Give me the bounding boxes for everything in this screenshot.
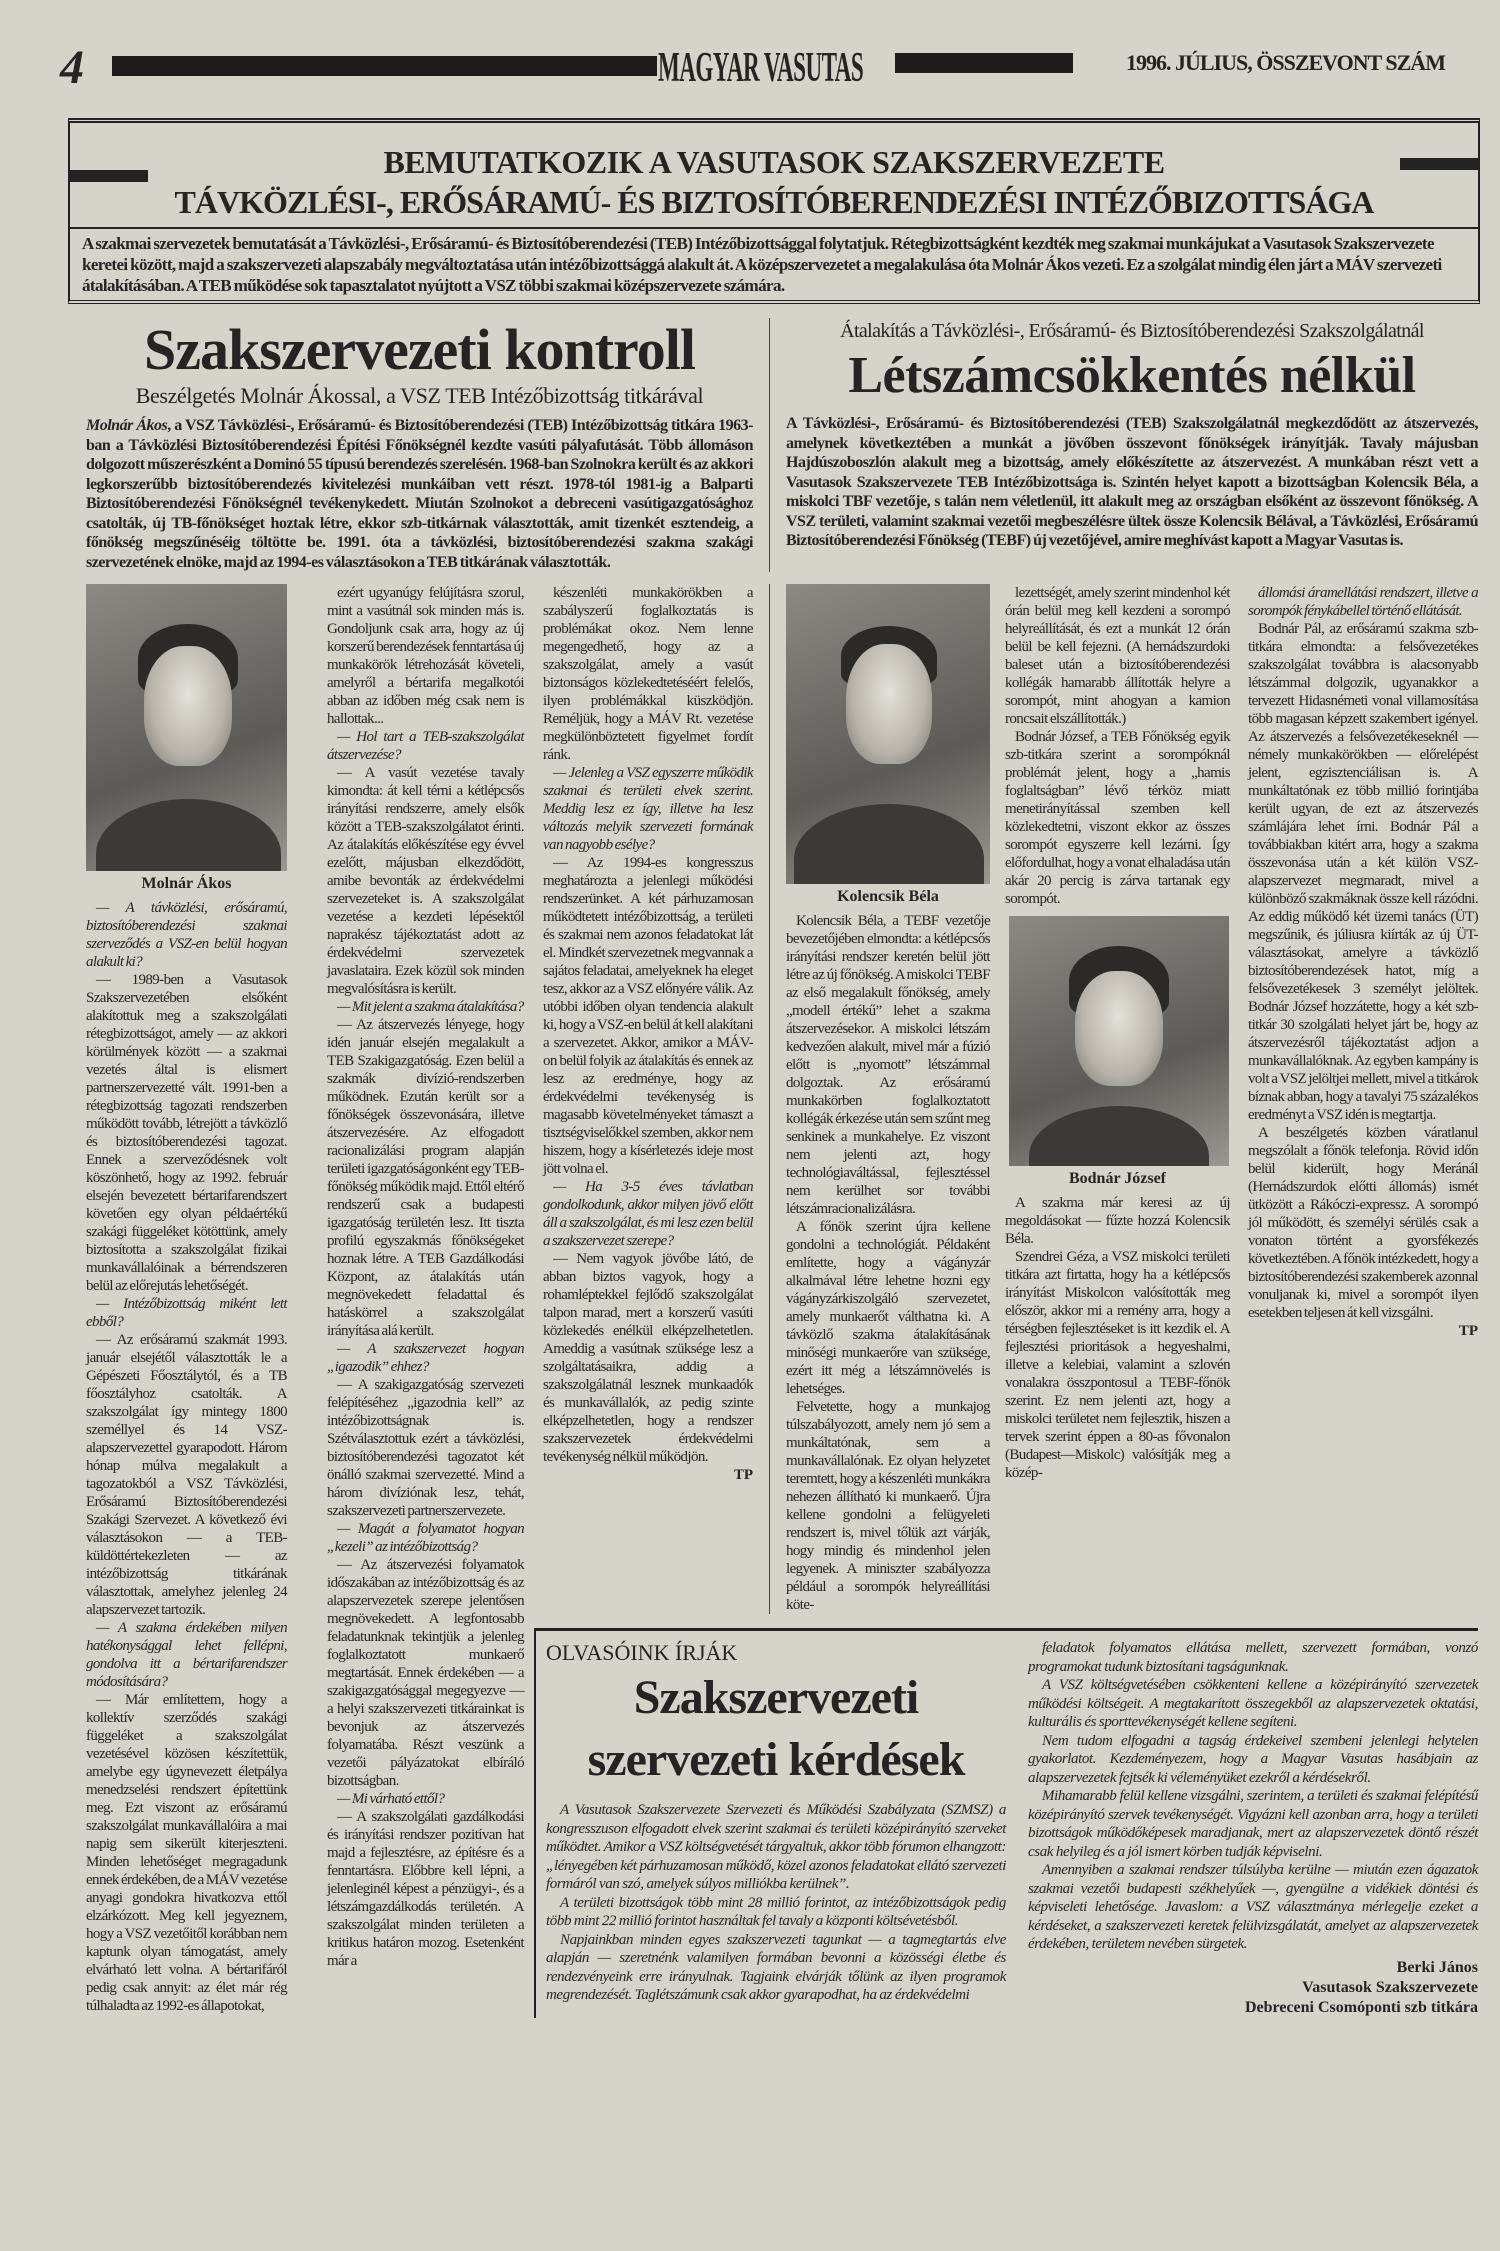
- signature-org: Vasutasok Szakszervezete: [1302, 1978, 1478, 1996]
- paragraph: — Jelenleg a VSZ egyszerre működik szakmai és területi elvek szerint. Meddig lesz ez így, illetve ha lesz változás melyik szervezeti formának van nagyobb esélye?: [543, 765, 753, 853]
- column-5: [1005, 584, 1230, 1482]
- article-column: [1248, 584, 1478, 1322]
- article-column: [786, 912, 990, 1614]
- paragraph: — A szakma érdekében milyen hatékonysággal lehet fellépni, gondolva itt a bértarifarendszer módosítására?: [86, 1620, 287, 1690]
- lede-name: Molnár Ákos: [86, 417, 168, 434]
- paragraph: — Az 1994-es kongresszus meghatározta a jelenlegi működési rendszerünket. A két párhuzamosan működtetett intézőbizottság, a területi és szakmai nem azonos feladatokat lát el. Mindkét szervezetnek megvannak a sajátos feladatai, amelyeknek ha eleget tesz, akkor az a VSZ előnyére válik. Az utóbbi időben olyan tendencia alakult ki, hogy a VSZ-en belül át kell alakítani a szervezetet. Akkor, amikor a MÁV-on belül folyik az átalakítás és ennek az lesz az eredménye, hogy az érdekvédelmi tevékenység is magasabb követelményeket támaszt a tisztségviselőkkel szemben, akkor nem hiszem, hogy a kísérletezés ideje most jött volna el.: [543, 855, 753, 1177]
- column-6: [1248, 584, 1478, 1340]
- paragraph: — Magát a folyamatot hogyan „kezeli” az intézőbizottság?: [327, 1521, 524, 1555]
- lede-text: , a VSZ Távközlési-, Erősáramú- és Biztosítóberendezési (TEB) Intézőbizottság titkára 1963-ban a Távközlési Biztosítóberendezési Építési Főnökségnél kezdte vasúti pályafutását. Több állomáson dolgozott műszerészként a Dominó 55 típusú berendezés szerelésén. 1968-ban Szolnokra került és az akkori legkorszerűbb biztosítóberendezés kivitelezési munkáiban vett részt. 1978-tól 1981-ig a Balparti Biztosítóberendezési Főnökségnél tevékenykedett. Miután Szolnokot a debreceni vasútigazgatósághoz csatolták, új TB-főnökséget hoztak létre, ekkor szb-titkárnak választották, amit tizenkét esztendeig, a főnökség megszűnéséig töltötte be. 1991. óta a távközlési, biztosítóberendezési szakma szakági szervezetének elnöke, majd az 1994-es választásokon a TEB titkárának választották.: [86, 417, 753, 571]
- intro-title-line2: TÁVKÖZLÉSI-, ERŐSÁRAMÚ- ÉS BIZTOSÍTÓBERENDEZÉSI INTÉZŐBIZOTTSÁGA: [174, 184, 1374, 220]
- letters-column: [1028, 1639, 1478, 1954]
- article-column: [543, 584, 753, 1466]
- photo-caption: Molnár Ákos: [141, 875, 232, 892]
- photo-caption: Bodnár József: [1068, 1170, 1167, 1187]
- masthead-bar-left: [112, 56, 657, 76]
- right-article-kicker: Átalakítás a Távközlési-, Erősáramú- és Biztosítóberendezési Szakszolgálatnál: [840, 320, 1424, 342]
- paragraph: — Mit jelent a szakma átalakítása?: [337, 999, 524, 1015]
- photo-molnar-akos: [86, 584, 287, 871]
- photo-kolencsik-bela: [786, 584, 990, 884]
- letters-column: [546, 1801, 1006, 2005]
- letters-left: [546, 1639, 1006, 2005]
- main-content: [86, 318, 1478, 2018]
- paragraph: — Az átszervezési folyamatok időszakában az intézőbizottság és az alapszervezetek szerepe jelentősen megnövekedett. A legfontosabb feladatunknak tekintjük a jelenleg foglalkoztatott munkaerő megtartását. Ennek érdekében — a szakigazgatósággal megegyezve — a helyi szakszervezeti titkárainkat is bevonjuk az átszervezés folyamatába. Részt veszünk a vezetői pályázatokat elbíráló bizottságban.: [327, 1557, 524, 1789]
- article-column: [1005, 584, 1230, 908]
- paragraph: A területi bizottságok több mint 28 millió forintot, az intézőbizottságok pedig több mint 22 millió forintot használtak fel tavaly a központi költsévetésből.: [546, 1894, 1006, 1929]
- columns: [86, 584, 1478, 2018]
- letters-signature: [1028, 1958, 1478, 2018]
- signature-role: Debreceni Csomóponti szb titkára: [1244, 1998, 1478, 2016]
- paragraph: ezért ugyanúgy felújításra szorul, mint a vasútnál sok minden más is. Gondoljunk csak arra, hogy az új korszerű berendezések fenntartása új munkakörök létrehozását követeli, amelyről a bértarifa megalkotói abban az időben még csak nem is hallottak...: [327, 585, 524, 727]
- paragraph: készenléti munkakörökben a szabályszerű foglalkoztatás is problémákat okoz. Nem lenne megengedhető, hogy az a szakszolgálat, amely a vasút biztonságos közlekedtetéséért felelős, ilyen problémákkal küszködjön. Reméljük, hogy a MÁV Rt. vezetése megkülönböztetett figyelmet fordít ránk.: [543, 585, 753, 763]
- article-headers: [86, 318, 1478, 572]
- paragraph: A szakma már keresi az új megoldásokat — fűzte hozzá Kolencsik Béla.: [1005, 1195, 1230, 1247]
- paragraph: — A szakigazgatóság szervezeti felépítéséhez „igazodnia kell” az intézőbizottságnak is. Szétválasztottuk ezért a távközlési, biztosítóberendezési tagozatot két önálló szakmai szervezetté. Mind a három divíziónak lesz, tehát, szakszervezeti partnerszervezete.: [327, 1377, 524, 1519]
- paragraph: A beszélgetés közben váratlanul megszólalt a főnök telefonja. Rövid időn belül kiderült, hogy Meránál (Hernádszurdok előtti állomás) ismét ütközött a Rákóczi-expressz. A sorompó jól működött, és személyi sérülés csak a vonaton történt a gyorsfékezés következtében. A főnök intézkedett, hogy a biztosítóberendezési szakemberek azonnal vonuljanak ki, mivel a sorompót ilyen esetekben teljesen át kell vizsgálni.: [1248, 1125, 1478, 1321]
- paragraph: Felvetette, hogy a munkajog túlszabályozott, amely nem jó sem a munkáltatónak, sem a munkavállalónak. Ez olyan helyzetet teremtett, hogy a készenléti munkákra nehezen állítható ki munkaerő. Újra kellene gondolni a felügyeleti rendszert is, mivel tőlük azt várják, hogy mindig és mindenhol jelen legyenek. A miniszter szabályozza például a sorompók helyreállítási köte-: [786, 1399, 990, 1613]
- column-4: [769, 584, 990, 1614]
- paragraph: — Már említettem, hogy a kollektív szerződés szakági függeléket a szakszolgálat vezetésével közösen készítettük, amelybe egy úgynevezett életpálya menedzselési rendszert építettünk meg. Ezt viszont az erősáramú szakszolgálat munkavállalóira a mai napig sem sikerült kiterjeszteni. Minden lehetőséget megragadunk ennek érdekében, de a MÁV vezetése anyagi gondokra hivatkozva ettől elzárkózott. Meg kell jegyeznem, hogy a VSZ vezetőitől korábban nem kaptunk olyan támogatást, amely elvárható lett volna. A bértarifáról pedig csak annyit: az élet már rég túlhaladta az 1992-es állapotokat,: [86, 1692, 287, 2014]
- paragraph: Napjainkban minden egyes szakszervezeti tagunkat — a tagmegtartás elve alapján — szeretnénk valamilyen formában bevonni a közösségi életbe és rendezvényeink erre irányulnak. Tagjaink elvárják tőlünk az ilyen programok megrendezését. Taglétszámunk csak akkor gyarapodhat, ha az érdekvédelmi: [546, 1931, 1006, 2003]
- left-article-subtitle: Beszélgetés Molnár Ákossal, a VSZ TEB Intézőbizottság titkárával: [135, 383, 704, 408]
- paragraph: Szendrei Géza, a VSZ miskolci területi titkára azt firtatta, hogy ha a kétlépcsős irányítást Miskolcon valósították meg először, akkor mi a remény arra, hogy a térségben fejlesztéseket is itt kezdik el. A fejlesztési prioritások a hegyeshalmi, illetve a kelebiai, valamint a szlovén vonalakra összpontosul a TEBF-főnök szerint. Ez nem jelenti azt, hogy a miskolci területet nem fejlesztik, hiszen a tervek szerint éppen a 80-as fővonalon (Budapest—Miskolc) valósítják meg a közép-: [1005, 1249, 1230, 1481]
- right-article-signature: TP: [1458, 1323, 1478, 1339]
- left-article-headline: Szakszervezeti kontroll: [144, 317, 695, 382]
- paragraph: — A szakszolgálati gazdálkodási és irányítási rendszer pozitívan hat majd a fejlesztésre, az építésre és a fenntartásra. Előbbre kell lépni, a jelenleginél képest a pénzügyi-, és a létszámgazdálkodás területén. A szakszolgálat minden területen a kritikus határon mozog. Esetenként már a: [327, 1809, 524, 1969]
- letters-kicker: OLVASÓINK ÍRJÁK: [546, 1640, 738, 1665]
- intro-title-line1: BEMUTATKOZIK A VASUTASOK SZAKSZERVEZETE: [383, 144, 1165, 180]
- paragraph: — A távközlési, erősáramú, biztosítóberendezési szakmai szerveződés a VSZ-en belül hogyan alakult ki?: [86, 900, 287, 970]
- letters-right: [1028, 1639, 1478, 2018]
- paragraph: Nem tudom elfogadni a tagság érdekeivel szembeni jelenlegi helytelen gyakorlatot. Kezdeményezem, hogy a Magyar Vasutas hasábjain az alapszervezetek fejtsék ki véleményüket ezekről a kérdésekről.: [1028, 1732, 1478, 1786]
- paragraph: — Intézőbizottság miként lett ebből?: [86, 1296, 287, 1330]
- headline-line: Szakszervezeti: [633, 1671, 919, 1724]
- letters-headline: [546, 1667, 1006, 1791]
- paragraph: — Nem vagyok jövőbe látó, de abban biztos vagyok, hogy a rohamléptekkel fejlődő szakszolgálat talpon marad, mert a korszerű vasúti közlekedés enélkül elképzelhetetlen. Ameddig a vasútnak szüksége lesz a szolgáltatásaikra, addig a szakszolgálatnál lesznek munkaadók és munkavállalók, az pedig szinte elképzelhetetlen, hogy a rendszer szakszervezetek érdekvédelmi tevékenység nélkül működjön.: [543, 1251, 753, 1465]
- letters-box: [534, 1628, 1478, 2018]
- masthead: MAGYAR VASUTAS: [658, 45, 864, 91]
- paragraph: — Hol tart a TEB-szakszolgálat átszervezése?: [327, 729, 524, 763]
- left-article-header: [86, 318, 753, 572]
- right-article-lede: A Távközlési-, Erősáramú- és Biztosítóberendezési (TEB) Szakszolgálatnál megkezdődött az átszervezés, amelynek következtében a munkát a jövőben összevont főnökségek irányítják. Tavaly májusban Hajdúszoboszlón alakult meg a bizottság, amely előkészítette az átszervezést. A munkában részt vett a Vasutasok Szakszervezete TEB Intézőbizottsága is. Szintén helyet kapott a bizottságban Kolencsik Béla, a miskolci TBF vezetője, s talán nem véletlenül, itt alakult meg az országban elsőként az összevont főnökség. A VSZ területi, valamint szakmai vezetői megbeszélésre ültek össze Kolencsik Bélával, a Távközlési, Erősáramú Biztosítóberendezési Főnökség (TEBF) új vezetőjével, amire meghívást kapott a Magyar Vasutas is.: [786, 415, 1478, 549]
- photo-bodnar-jozsef: [1009, 916, 1229, 1166]
- headline-line: szervezeti kérdések: [587, 1733, 965, 1786]
- signature-name: Berki János: [1396, 1958, 1478, 1976]
- paragraph: — Az erősáramú szakmát 1993. január elsejétől választották le a Gépészeti Főosztálytól, és a TB főosztályhoz csatolták. A szakszolgálat így mintegy 1800 személlyel és 14 VSZ-alapszervezettel gyarapodott. Három hónap múlva megalakult a tagozatokból a VSZ Távközlési, Erősáramú Biztosítóberendezési Szakági Szervezet. A következő évi választásokon — a TEB-küldöttértekezleten — az intézőbizottság titkárának választottak, amelyhez jelenleg 24 alapszervezet tartozik.: [86, 1332, 287, 1618]
- paragraph: A Vasutasok Szakszervezete Szervezeti és Működési Szabályzata (SZMSZ) a kongresszuson elfogadott elvek szerint szakmai és területi középirányító szerveket működtet. Amikor a VSZ költségvetését tárgyaltuk, akkor több fórumon elhangzott: „lényegében két párhuzamosan működő, közel azonos feladatokat ellátó szervezeti formáról van szó, amelyek súlyos milliókba kerülnek”.: [546, 1802, 1006, 1892]
- right-article-header: [769, 318, 1478, 572]
- article-column: [86, 899, 287, 2015]
- paragraph: A VSZ költségvetésében csökkenteni kellene a középirányító szervezetek működési költségeit. A megtakarított összegekből az alapszervezetek oktatási, kulturális és sporttevékenységét kellene segíteni.: [1028, 1677, 1478, 1730]
- paragraph: feladatok folyamatos ellátása mellett, szervezett formában, vonzó programokat tudunk biztosítani tagságunknak.: [1028, 1640, 1478, 1675]
- right-column-group: [543, 584, 1478, 2018]
- paragraph: — Az átszervezés lényege, hogy idén január elsején megalakult a TEB Szakigazgatóság. Ezen belül a szakmák divízió-rendszerben működnek. Ezután került sor a főnökségek összevonására, illetve átszervezésére. Az elfogadott racionalizálási program alapján területi igazgatóságonként egy TEB-főnökség működik majd. Ettől eltérő rendszerű csak a budapesti igazgatóság területén lesz. Itt tiszta profilú egyszakmás főnökségeket hoznak létre. A TEB Gazdálkodási Központ, az átalakítás után megnövekedett feladattal és hatáskörrel a szakszolgálat irányítása alá került.: [327, 1017, 524, 1339]
- intro-divider: [70, 227, 1478, 229]
- paragraph: Mihamarabb felül kellene vizsgálni, szerintem, a területi és szakmai felépítésű középirányító szervek tevékenységét. Vigyázni kell azonban arra, hogy a területi bizottságok működőképesek maradjanak, mert az alapszervezetek döntő részét csak helyileg és a jól ismert körben tudják képviselni.: [1028, 1788, 1478, 1860]
- article-column: [327, 584, 524, 1970]
- paragraph: állomási áramellátási rendszert, illetve a sorompók fénykábellel történő ellátását.: [1248, 585, 1478, 619]
- column-3: [543, 584, 753, 1484]
- upper-columns: [543, 584, 1478, 1614]
- photo-caption: Kolencsik Béla: [837, 888, 939, 905]
- column-2: [327, 584, 524, 1970]
- decorative-bar: [68, 170, 148, 182]
- page-number: 4: [60, 41, 84, 94]
- intro-box: [68, 118, 1480, 304]
- left-article-signature: TP: [733, 1467, 753, 1483]
- paragraph: — Mi várható ettől?: [337, 1791, 445, 1807]
- article-column: [1005, 1194, 1230, 1482]
- paragraph: — 1989-ben a Vasutasok Szakszervezetében elsőként alakítottuk meg a szakszolgálati rétegbizottságot, amely — az akkori körülmények között — a szakmai vezetés által is elismert partnerszervezetté vált. 1991-ben a rétegbizottság tagozati rendszerben működött tovább, létrejött a távközlő és biztosítóberendezési tagozat. Ennek a szerveződésnek volt köszönhető, hogy az 1992. február elsején bevezetett bértarifarendszert követően egy olyan példaértékű szakági függeléket kötöttünk, amely biztosította a szakszolgálat fizikai munkavállalóinak a bérrendszeren belül az előrejutás lehetőségét.: [86, 972, 287, 1294]
- masthead-bar-right: [895, 53, 1073, 73]
- left-article-lede: [86, 416, 753, 572]
- paragraph: Amennyiben a szakmai rendszer túlsúlyba kerülne — miután ezen ágazatok szakmai vezetői budapesti székhelyűek —, gyengülne a vidékiek döntési és képviseleti lehetősége. Javaslom: a VSZ választmánya mérlegelje ezeket a kérdéseket, a szakszervezeti keretek felülvizsgálatát, amelyet az alapszervezetek érdekében, területem nevében sürgetek.: [1028, 1862, 1478, 1952]
- paragraph: — A vasút vezetése tavaly kimondta: át kell térni a kétlépcsős irányítási rendszerre, amely elsők között a TEB-szakszolgálatot érinti. Az átalakítás előkészítése egy évvel ezelőtt, májusban elkezdődött, amibe bevonták az érdekvédelmi szervezeteket is. A szakszolgálat vezetése a kezdeti lépésektől naprakész tájékoztatást adott az érdekvédelmi szervezetek javaslataira. Ezek közül sok minden megvalósításra is került.: [327, 765, 524, 997]
- paragraph: lezettségét, amely szerint mindenhol két órán belül meg kell kezdeni a sorompó helyreállítását, és ezt a munkát 12 órán belül be kell fejezni. (A hernádszurdoki baleset után a biztosítóberendezési kollégák hamarabb állították helyre a sorompót, mint ahogyan a kamion roncsait elszállították.): [1005, 585, 1230, 727]
- paragraph: Bodnár Pál, az erősáramú szakma szb-titkára elmondta: a felsővezetékes szakszolgálat továbbra is alacsonyabb létszámmal dolgozik, ugyanakkor a tervezett Hidasnémeti vonal villamosítása több magasan képzett szakembert igényel. Az átszervezés a felsővezetékeseknél — némely munkakörökben — előrelépést jelent, egzisztenciálisan is. A munkáltatónak ez több millió forintjába került ugyan, de ezt az átszervezés számlájára lehet írni. Bodnár Pál a továbbiakban kitért arra, hogy a szakma összevonása után a két külön VSZ-alapszervezet megmaradt, mivel a különböző szakmáknak össze kell rázódni. Az eddig működő két üzemi tanács (ÜT) megszűnik, és júliusra kiírták az új ÜT-választásokat, amelyre a távközlő biztosítóberendezések hatot, míg a felsővezetékesek 3 személyt jelöltek. Bodnár József hozzátette, hogy a két szb-titkár 30 szolgálati helyet járt be, hogy az átszervezésről tájékoztatást adjon a munkavállalóknak. Az egyben kampány is volt a VSZ jelöltjei mellett, mivel a titkárok bíznak abban, hogy a tavalyi 75 százalékos eredményt a VSZ idén is megtartja.: [1248, 621, 1478, 1123]
- paragraph: — A szakszervezet hogyan „igazodik” ehhez?: [327, 1341, 524, 1375]
- paragraph: Bodnár József, a TEB Főnökség egyik szb-titkára szerint a sorompóknál problémát jelent, hogy a „hamis foglaltságban” lévő térköz miatt menetirányítással szemben kell közlekedtetni, viszont ekkor az összes sorompót egyszerre kell lezárni. Így előfordulhat, hogy a vonat elhaladása után akár 20 percig is zárva tartanak egy sorompót.: [1005, 729, 1230, 907]
- dateline: 1996. JÚLIUS, ÖSSZEVONT SZÁM: [1126, 50, 1445, 75]
- intro-text: A szakmai szervezetek bemutatását a Távközlési-, Erősáramú- és Biztosítóberendezési (TEB) Intézőbizottsággal folytatjuk. Rétegbizottságként kezdték meg szakmai munkájukat a Vasutasok Szakszervezete keretei között, majd a szakszervezeti alapszabály megváltoztatása után intézőbizottsággá alakult át. A középszervezetet a megalakulása óta Molnár Ákos vezeti. Ez a szolgálat mindig élen járt a MÁV szervezeti átalakításában. A TEB működése sok tapasztalatot nyújtott a VSZ többi szakmai középszervezete számára.: [82, 234, 1442, 295]
- paragraph: A főnök szerint újra kellene gondolni a technológiát. Példaként említette, hogy a vágányzár alkalmával létre lehetne hozni egy vágányzárkiszolgáló szervezetet, amely munkaerőt válthatna ki. A távközlő szakma átalakításának minőségi munkaerőre van szüksége, ezért itt még a létszámnövelés is lehetséges.: [786, 1219, 990, 1397]
- column-1: [86, 584, 287, 2015]
- paragraph: Kolencsik Béla, a TEBF vezetője bevezetőjében elmondta: a kétlépcsős irányítási rendszer keretén belül jött létre az új főnökség. A miskolci TEBF az első megalakult főnökség, amely „modell értékű” lehet a szakma átszervezésekor. A miskolci létszám kedvezően alakult, mivel már a fúzió előtt is „nyomott” létszámmal dolgoztak. Az erősáramú munkakörben foglalkoztatott kollégák érkezése után sem szűnt meg senkinek a munkahelye. Ez viszont nem jelenti azt, hogy technológiaváltással, fejlesztéssel nem kerülhet sor további létszámracionalizálásra.: [786, 913, 990, 1217]
- paragraph: — Ha 3-5 éves távlatban gondolkodunk, akkor milyen jövő előtt áll a szakszolgálat, és mi lesz ezen belül a szakszervezet szerepe?: [543, 1179, 753, 1249]
- right-article-headline: Létszámcsökkentés nélkül: [848, 347, 1416, 404]
- decorative-bar: [1400, 158, 1478, 170]
